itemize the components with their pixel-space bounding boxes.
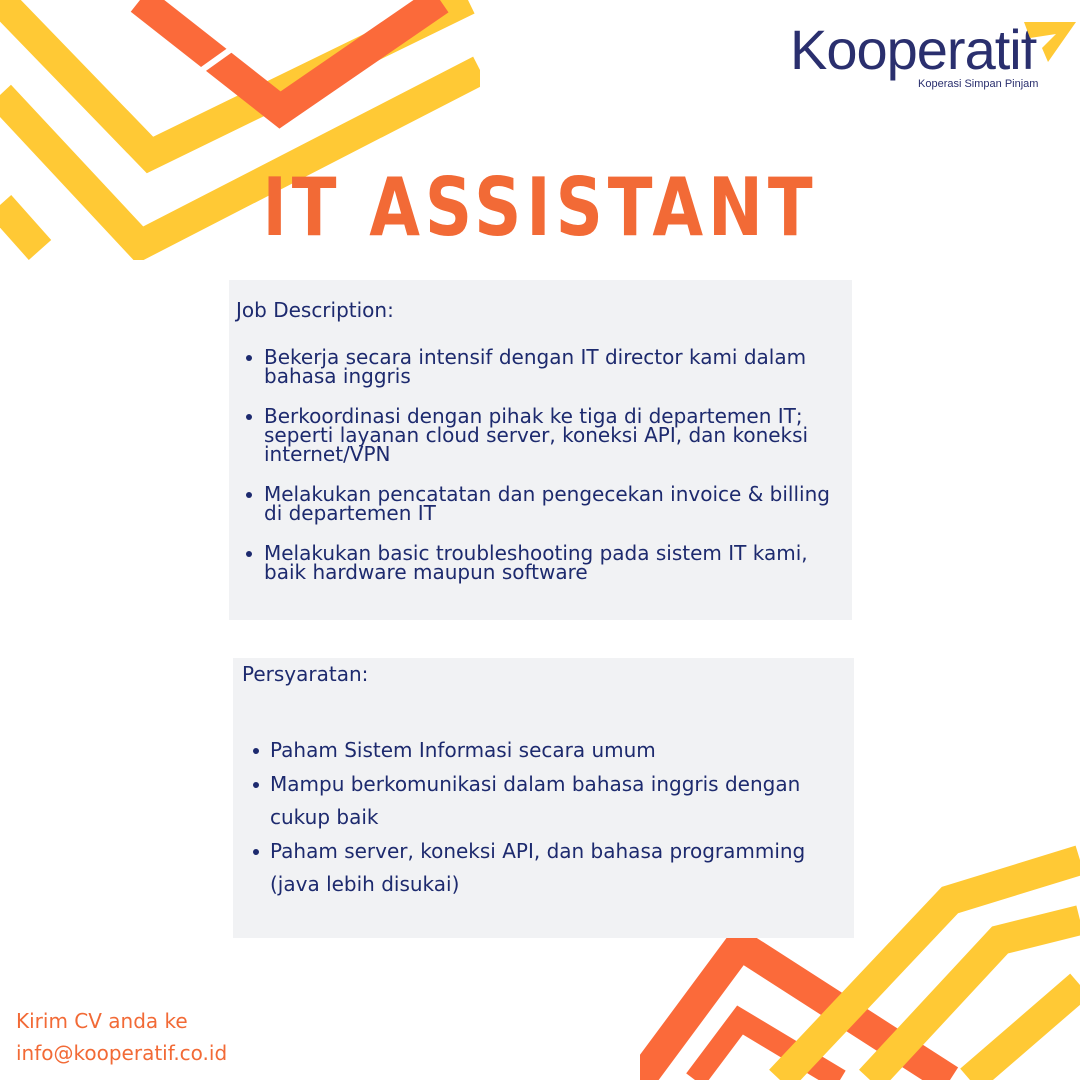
job-description-list [236, 345, 840, 584]
contact-email-link[interactable]: info@kooperatif.co.id [16, 1041, 228, 1065]
brand-logo [790, 18, 1080, 98]
brand-name: Kooperatif [790, 18, 1036, 81]
list-item-text: Melakukan basic troubleshooting pada sistem IT kami, baik hardware maupun software [264, 541, 808, 584]
arrow-mark-icon [1022, 18, 1078, 66]
list-item [236, 482, 840, 525]
list-item-text: Melakukan pencatatan dan pengecekan invoice & billing di departemen IT [264, 482, 830, 525]
brand-tagline: Koperasi Simpan Pinjam [918, 78, 1039, 90]
list-item-text: Mampu berkomunikasi dalam bahasa inggris dengan cukup baik [270, 771, 801, 829]
requirements-heading: Persyaratan: [242, 662, 369, 686]
bullet-icon [246, 551, 252, 557]
list-item [242, 835, 842, 902]
bullet-icon [246, 414, 252, 420]
bullet-icon [253, 748, 259, 754]
bullet-icon [253, 782, 259, 788]
requirements-card [233, 658, 854, 938]
list-item [236, 541, 840, 584]
bullet-icon [253, 849, 259, 855]
requirements-list [242, 734, 842, 902]
list-item [236, 345, 840, 388]
job-description-card [229, 280, 852, 620]
list-item-text: Paham Sistem Informasi secara umum [270, 738, 656, 762]
contact-footer [16, 1005, 227, 1069]
job-description-heading: Job Description: [236, 298, 394, 322]
list-item-text: Paham server, koneksi API, dan bahasa programming (java lebih disukai) [270, 838, 806, 896]
list-item-text: Berkoordinasi dengan pihak ke tiga di departemen IT; seperti layanan cloud server, koneksi API, dan koneksi internet/VPN [264, 404, 809, 466]
list-item-text: Bekerja secara intensif dengan IT director kami dalam bahasa inggris [264, 345, 807, 388]
list-item [242, 768, 842, 835]
list-item [242, 734, 842, 768]
bullet-icon [246, 492, 252, 498]
page-title: IT ASSISTANT [262, 161, 818, 254]
list-item [236, 404, 840, 466]
bullet-icon [246, 355, 252, 361]
contact-prompt: Kirim CV anda ke [16, 1009, 188, 1033]
